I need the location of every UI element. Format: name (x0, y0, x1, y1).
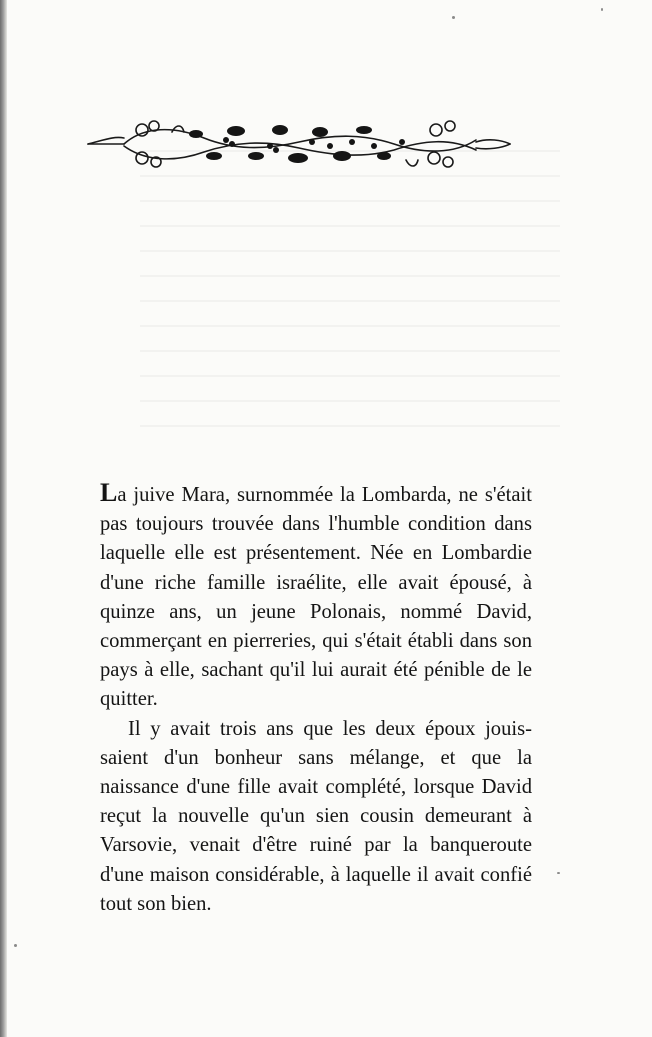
show-through-texture (140, 150, 560, 450)
paper-speck (14, 944, 17, 947)
paragraph-2: Il y avait trois ans que les deux époux jouissaient d'un bonheur sans mélange, et que la naissance d'une fille avait complété, lorsque David reçut la nouvelle qu'un sien cousin demeurant à Varsovie, venait d'être ruiné par la banqueroute d'une maison considérable, à laquelle il avait confié tout son bien. (100, 717, 532, 915)
initial-letter: L (100, 478, 118, 507)
chapter-body-text (100, 480, 532, 919)
paragraph-1-text: a juive Mara, surnommée la Lombarda, ne s'était pas toujours trouvée dans l'humble condition dans laquelle elle est présentement. Née en Lombardie d'une riche famille israélite, elle avait épousé, à quinze ans, un jeune Polonais, nommé David, commerçant en pierreries, qui s'était établi dans son pays à elle, sachant qu'il lui aurait été pénible de le quitter. (100, 484, 532, 711)
paper-speck (601, 8, 603, 11)
page-binding-edge (0, 0, 7, 1037)
floral-vine-ornament-icon (84, 116, 514, 174)
paper-speck (557, 872, 560, 874)
paragraph-1 (100, 480, 532, 715)
paper-speck (452, 16, 455, 19)
